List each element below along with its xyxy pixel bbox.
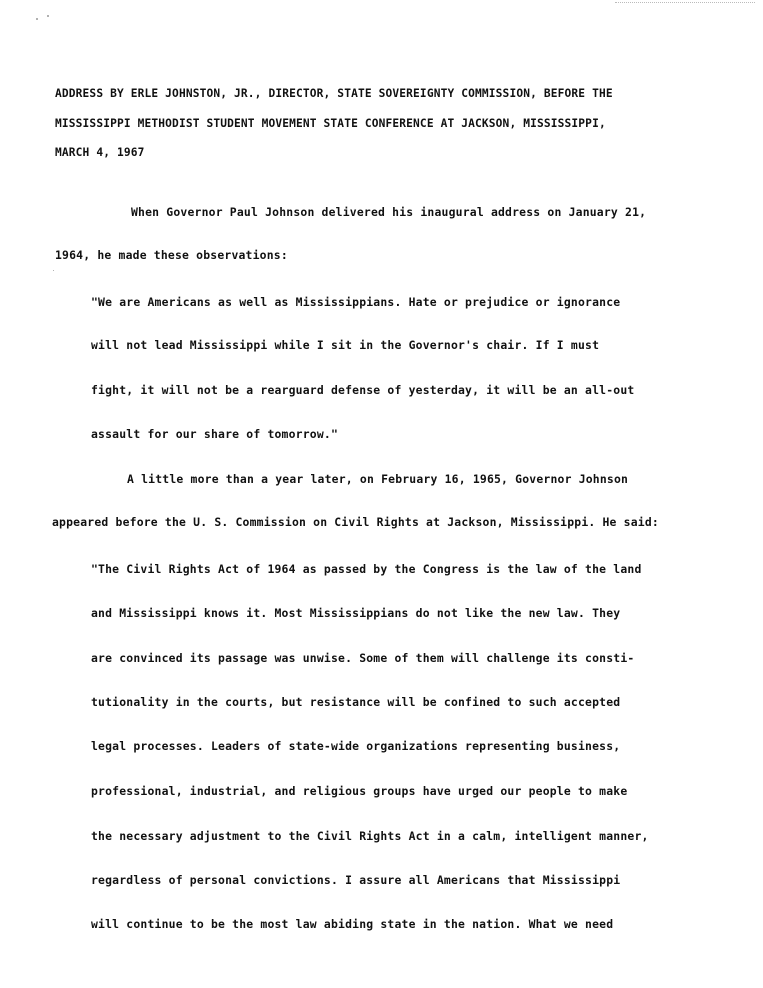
scan-speck (36, 18, 38, 20)
quote-line: regardless of personal convictions. I assure all Americans that Mississippi (91, 873, 621, 887)
quote-line: legal processes. Leaders of state-wide organizations representing business, (91, 739, 621, 753)
body-line: When Governor Paul Johnson delivered his inaugural address on January 21, (131, 205, 647, 219)
scan-speck (53, 270, 54, 271)
scan-speck (47, 15, 49, 17)
body-line: appeared before the U. S. Commission on Civil Rights at Jackson, Mississippi. He said: (52, 515, 659, 529)
quote-line: the necessary adjustment to the Civil Rights Act in a calm, intelligent manner, (91, 829, 649, 843)
header-line-1: ADDRESS BY ERLE JOHNSTON, JR., DIRECTOR, STATE SOVEREIGNTY COMMISSION, BEFORE THE (55, 87, 613, 100)
top-edge-dots (615, 2, 755, 4)
header-line-2: MISSISSIPPI METHODIST STUDENT MOVEMENT STATE CONFERENCE AT JACKSON, MISSISSIPPI, (55, 117, 606, 130)
quote-line: "We are Americans as well as Mississippians. Hate or prejudice or ignorance (91, 295, 621, 309)
quote-line: professional, industrial, and religious groups have urged our people to make (91, 784, 628, 798)
quote-line: will not lead Mississippi while I sit in the Governor's chair. If I must (91, 338, 600, 352)
quote-line: are convinced its passage was unwise. Some of them will challenge its consti- (91, 651, 635, 665)
quote-line: fight, it will not be a rearguard defense of yesterday, it will be an all-out (91, 383, 635, 397)
quote-line: and Mississippi knows it. Most Mississippians do not like the new law. They (91, 606, 621, 620)
quote-line: will continue to be the most law abiding state in the nation. What we need (91, 917, 614, 931)
body-line: A little more than a year later, on February 16, 1965, Governor Johnson (127, 472, 629, 486)
quote-line: tutionality in the courts, but resistance will be confined to such accepted (91, 695, 621, 709)
body-line: 1964, he made these observations: (55, 248, 288, 262)
header-line-3: MARCH 4, 1967 (55, 146, 145, 159)
quote-line: assault for our share of tomorrow." (91, 427, 339, 441)
quote-line: "The Civil Rights Act of 1964 as passed by the Congress is the law of the land (91, 562, 642, 576)
